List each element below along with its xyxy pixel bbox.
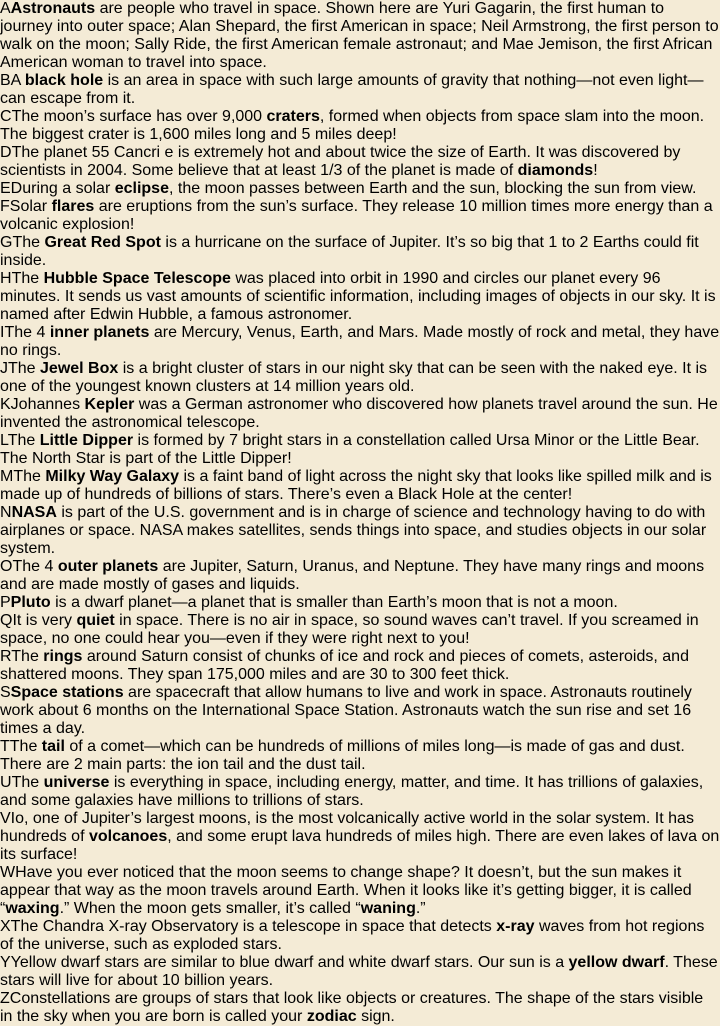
entry-letter: S: [0, 684, 11, 701]
entry-letter: K: [0, 396, 11, 413]
glossary-entry: [0, 198, 720, 234]
glossary-column-right: [0, 504, 720, 1026]
entry-letter: J: [0, 360, 8, 377]
entry-letter: X: [0, 918, 11, 935]
glossary-entry: [0, 0, 720, 72]
entry-letter: U: [0, 774, 12, 791]
entry-text: The Hubble Space Telescope was placed into orbit in 1990 and circles our planet every 96 minutes. It sends us vast amounts of scientific information, including images of objects in our sky. It is named after Edwin Hubble, a famous astronomer.: [0, 270, 716, 323]
glossary-entry: [0, 558, 720, 594]
entry-text: The universe is everything in space, including energy, matter, and time. It has trillions of galaxies, and some galaxies have millions to trillions of stars.: [0, 774, 704, 809]
entry-letter: E: [0, 180, 11, 197]
glossary-entry: [0, 234, 720, 270]
entry-text: Johannes Kepler was a German astronomer who discovered how planets travel around the sun. He invented the astronomical telescope.: [0, 396, 718, 431]
entry-letter: N: [0, 504, 12, 521]
entry-text: Have you ever noticed that the moon seems to change shape? It doesn’t, but the sun makes it appear that way as the moon travels around Earth. When it looks like it’s getting bigger, it is called “waxing.” When the moon gets smaller, it’s called “waning.”: [0, 864, 692, 917]
glossary-entry: [0, 504, 720, 558]
entry-letter: O: [0, 558, 13, 575]
entry-letter: T: [0, 738, 10, 755]
entry-letter: C: [0, 108, 12, 125]
glossary-entry: [0, 774, 720, 810]
glossary-entry: [0, 396, 720, 432]
glossary-entry: [0, 918, 720, 954]
entry-text: The Milky Way Galaxy is a faint band of light across the night sky that looks like spilled milk and is made up of hundreds of billions of stars. There’s even a Black Hole at the center!: [0, 468, 712, 503]
entry-text: Constellations are groups of stars that look like objects or creatures. The shape of the stars visible in the sky when you are born is called your zodiac sign.: [0, 990, 704, 1025]
entry-letter: Z: [0, 990, 10, 1007]
entry-letter: Y: [0, 954, 11, 971]
entry-letter: Q: [0, 612, 13, 629]
entry-letter: H: [0, 270, 12, 287]
glossary-entry: [0, 108, 720, 144]
entry-letter: D: [0, 144, 12, 161]
glossary-entry: [0, 468, 720, 504]
entry-letter: P: [0, 594, 11, 611]
glossary-entry: [0, 432, 720, 468]
glossary-entry: [0, 684, 720, 738]
entry-text: The Great Red Spot is a hurricane on the surface of Jupiter. It’s so big that 1 to 2 Earths could fit inside.: [0, 234, 699, 269]
entry-letter: W: [0, 864, 16, 881]
glossary-entry: [0, 864, 720, 918]
glossary-entry: [0, 594, 720, 612]
entry-letter: R: [0, 648, 12, 665]
glossary-entry: [0, 990, 720, 1026]
entry-letter: F: [0, 198, 10, 215]
glossary-entry: [0, 810, 720, 864]
entry-letter: L: [0, 432, 8, 449]
entry-text: The rings around Saturn consist of chunks of ice and rock and pieces of comets, asteroids, and shattered moons. They span 175,000 miles and are 30 to 300 feet thick.: [0, 648, 689, 683]
entry-text: NASA is part of the U.S. government and is in charge of science and technology having to do with airplanes or space. NASA makes satellites, sends things into space, and studies objects in our solar system.: [0, 504, 707, 557]
entry-text: The moon’s surface has over 9,000 craters, formed when objects from space slam into the moon. The biggest crater is 1,600 miles long and 5 miles deep!: [0, 108, 705, 143]
entry-letter: M: [0, 468, 14, 485]
entry-letter: G: [0, 234, 13, 251]
glossary-entry: [0, 612, 720, 648]
glossary-entry: [0, 180, 720, 198]
entry-text: The Jewel Box is a bright cluster of stars in our night sky that can be seen with the naked eye. It is one of the youngest known clusters at 14 million years old.: [0, 360, 708, 395]
entry-text: The 4 outer planets are Jupiter, Saturn, Uranus, and Neptune. They have many rings and moons and are made mostly of gases and liquids.: [0, 558, 705, 593]
glossary-entry: [0, 360, 720, 396]
entry-text: It is very quiet in space. There is no air in space, so sound waves can’t travel. If you screamed in space, no one could hear you—even if they were right next to you!: [0, 612, 699, 647]
entry-text: The tail of a comet—which can be hundreds of millions of miles long—is made of gas and dust. There are 2 main parts: the ion tail and the dust tail.: [0, 738, 685, 773]
entry-text: A black hole is an area in space with such large amounts of gravity that nothing—not even light—can escape from it.: [0, 72, 704, 107]
entry-letter: V: [0, 810, 11, 827]
entry-text: Pluto is a dwarf planet—a planet that is smaller than Earth’s moon that is not a moon.: [10, 594, 618, 611]
glossary-entry: [0, 72, 720, 108]
entry-text: Yellow dwarf stars are similar to blue dwarf and white dwarf stars. Our sun is a yellow dwarf. These stars will live for about 10 billion years.: [0, 954, 718, 989]
entry-letter: B: [0, 72, 11, 89]
entry-text: The planet 55 Cancri e is extremely hot and about twice the size of Earth. It was discovered by scientists in 2004. Some believe that at least 1/3 of the planet is made of diamonds!: [0, 144, 681, 179]
glossary-entry: [0, 270, 720, 324]
glossary-entry: [0, 648, 720, 684]
glossary-entry: [0, 144, 720, 180]
glossary-entry: [0, 738, 720, 774]
glossary-column-left: [0, 0, 720, 504]
glossary-entry: [0, 324, 720, 360]
entry-text: During a solar eclipse, the moon passes between Earth and the sun, blocking the sun from view.: [10, 180, 697, 197]
entry-letter: I: [0, 324, 5, 341]
entry-text: The Little Dipper is formed by 7 bright stars in a constellation called Ursa Minor or the Little Bear. The North Star is part of the Little Dipper!: [0, 432, 700, 467]
entry-text: The 4 inner planets are Mercury, Venus, Earth, and Mars. Made mostly of rock and metal, they have no rings.: [0, 324, 720, 359]
entry-text: Astronauts are people who travel in space. Shown here are Yuri Gagarin, the first human to journey into outer space; Alan Shepard, the first American in space; Neil Armstrong, the first person to walk on the moon; Sally Ride, the first American female astronaut; and Mae Jemison, the first African American woman to travel into space.: [0, 0, 719, 71]
entry-letter: A: [0, 0, 11, 17]
entry-text: Space stations are spacecraft that allow humans to live and work in space. Astronauts routinely work about 6 months on the International Space Station. Astronauts watch the sun rise and set 16 times a day.: [0, 684, 692, 737]
glossary-entry: [0, 954, 720, 990]
entry-text: The Chandra X-ray Observatory is a telescope in space that detects x-ray waves from hot regions of the universe, such as exploded stars.: [0, 918, 705, 953]
entry-text: Solar flares are eruptions from the sun’s surface. They release 10 million times more energy than a volcanic explosion!: [0, 198, 713, 233]
entry-text: Io, one of Jupiter’s largest moons, is the most volcanically active world in the solar system. It has hundreds of volcanoes, and some erupt lava hundreds of miles high. There are even lakes of lava on its surface!: [0, 810, 720, 863]
